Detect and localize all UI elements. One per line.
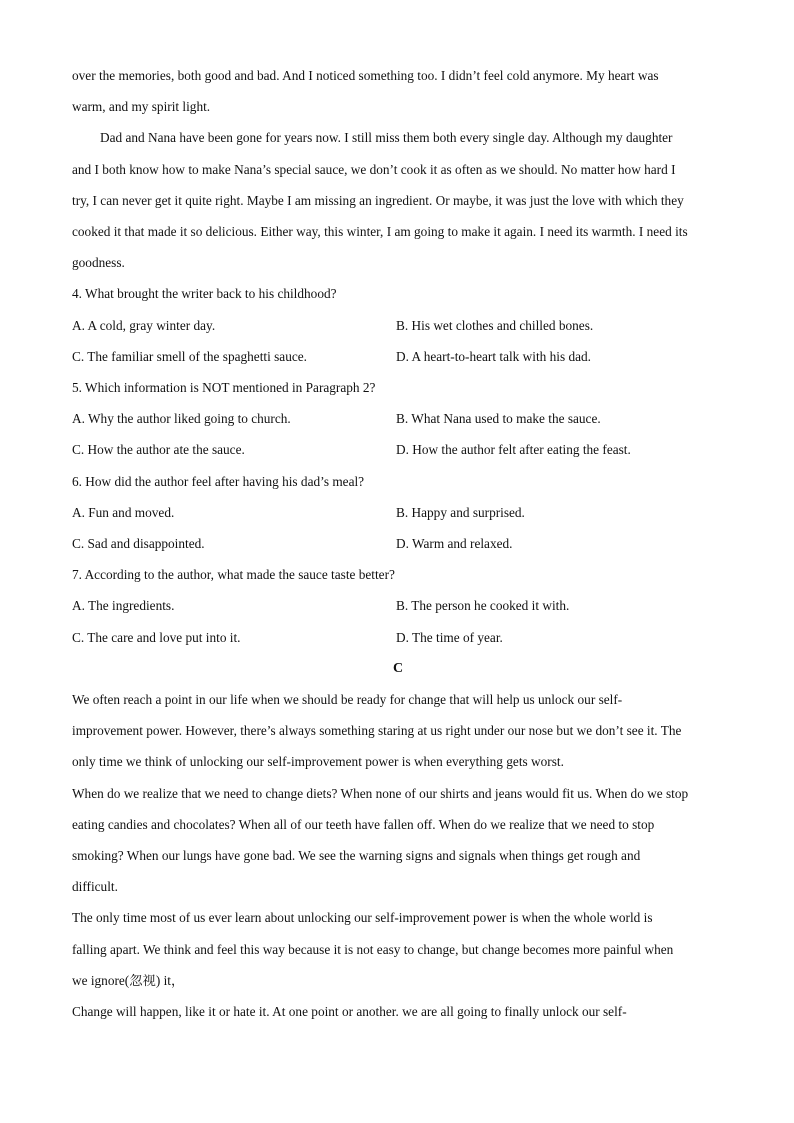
- page-content: [72, 60, 724, 1027]
- question-stem: 4. What brought the writer back to his childhood?: [72, 286, 337, 302]
- text-line: try, I can never get it quite right. Maybe I am missing an ingredient. Or maybe, it was just the love with which they: [72, 192, 684, 208]
- section-c-paragraph-2: [72, 778, 724, 903]
- question-stem: 5. Which information is NOT mentioned in Paragraph 2?: [72, 380, 376, 396]
- section-c-paragraph-4: [72, 996, 724, 1027]
- option-a: A. Why the author liked going to church.: [72, 411, 291, 427]
- question-stem: 7. According to the author, what made the sauce taste better?: [72, 567, 395, 583]
- question-6: [72, 466, 724, 560]
- text-line: When do we realize that we need to change diets? When none of our shirts and jeans would fit us. When do we stop: [72, 785, 689, 801]
- text-line: we ignore(忽视) it，: [72, 972, 185, 988]
- text-line: improvement power. However, there’s always something staring at us right under our nose but we don’t see it. The: [72, 723, 682, 739]
- text-line: Dad and Nana have been gone for years now. I still miss them both every single day. Although my daughter: [100, 130, 673, 146]
- question-5: [72, 372, 724, 466]
- option-a: A. A cold, gray winter day.: [72, 317, 216, 333]
- section-c-paragraph-3: [72, 902, 724, 996]
- text-line: goodness.: [72, 255, 125, 271]
- text-line: The only time most of us ever learn about unlocking our self-improvement power is when the whole world is: [72, 910, 653, 926]
- question-stem: 6. How did the author feel after having his dad’s meal?: [72, 473, 365, 489]
- text-line: We often reach a point in our life when we should be ready for change that will help us unlock our self-: [72, 692, 623, 708]
- text-line: cooked it that made it so delicious. Either way, this winter, I am going to make it again. I need its warmth. I need its: [72, 224, 688, 240]
- text-line: only time we think of unlocking our self-improvement power is when everything gets worst.: [72, 754, 564, 770]
- option-c: C. Sad and disappointed.: [72, 536, 205, 552]
- question-4: [72, 278, 724, 372]
- option-b: B. What Nana used to make the sauce.: [396, 411, 601, 427]
- text-line: Change will happen, like it or hate it. At one point or another. we are all going to finally unlock our self-: [72, 1004, 627, 1020]
- section-heading: C: [392, 660, 404, 676]
- option-c: C. The care and love put into it.: [72, 629, 241, 645]
- option-a: A. The ingredients.: [72, 598, 175, 614]
- option-d: D. A heart-to-heart talk with his dad.: [396, 348, 591, 364]
- passage-b-paragraph-1: [72, 60, 724, 122]
- option-b: B. The person he cooked it with.: [396, 598, 570, 614]
- text-line: and I both know how to make Nana’s special sauce, we don’t cook it as often as we should. No matter how hard I: [72, 161, 676, 177]
- text-line: eating candies and chocolates? When all of our teeth have fallen off. When do we realize that we need to stop: [72, 816, 655, 832]
- option-d: D. Warm and relaxed.: [396, 536, 513, 552]
- option-a: A. Fun and moved.: [72, 504, 175, 520]
- text-line: warm, and my spirit light.: [72, 99, 211, 115]
- text-line: falling apart. We think and feel this way because it is not easy to change, but change becomes more painful when: [72, 941, 674, 957]
- option-d: D. The time of year.: [396, 629, 503, 645]
- option-d: D. How the author felt after eating the feast.: [396, 442, 631, 458]
- text-line: smoking? When our lungs have gone bad. We see the warning signs and signals when things get rough and: [72, 848, 641, 864]
- question-7: [72, 559, 724, 653]
- option-c: C. How the author ate the sauce.: [72, 442, 245, 458]
- text-line: over the memories, both good and bad. And I noticed something too. I didn’t feel cold anymore. My heart was: [72, 68, 659, 83]
- option-b: B. Happy and surprised.: [396, 504, 525, 520]
- text-line: difficult.: [72, 879, 118, 895]
- passage-b-paragraph-2: [72, 122, 724, 278]
- option-b: B. His wet clothes and chilled bones.: [396, 317, 594, 333]
- section-c-paragraph-1: [72, 684, 724, 778]
- option-c: C. The familiar smell of the spaghetti sauce.: [72, 348, 307, 364]
